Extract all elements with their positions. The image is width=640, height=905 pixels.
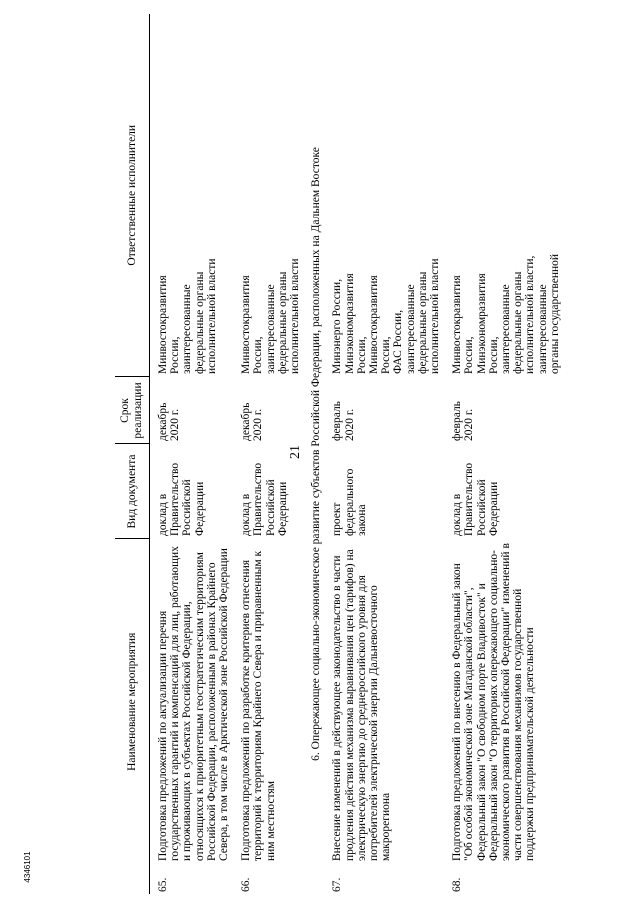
- responsible-line: исполнительной власти: [289, 258, 302, 374]
- responsible-line: заинтересованные: [264, 284, 277, 374]
- landscape-page: [115, 14, 565, 894]
- header-doc-type: Вид документа: [115, 444, 150, 539]
- row-number: 66.: [240, 877, 253, 892]
- responsible-line: органы государственной: [548, 253, 561, 374]
- row-name: Внесение изменений в действующее законодательство в части продления действия механизма выравнивания цен (тарифов) на электрическую энергию до среднероссийского уровня для потребителей электрической энергии Дальневосточного макрорегиона: [331, 549, 393, 861]
- responsible-line: России,: [355, 336, 368, 374]
- row-number: 65.: [157, 877, 169, 892]
- row-responsible: [444, 14, 564, 377]
- header-num: [115, 864, 150, 894]
- responsible-line: федеральные органы: [276, 271, 289, 374]
- row-responsible: [150, 14, 234, 377]
- header-responsible: Ответственные исполнители: [115, 14, 150, 377]
- row-doc-type: доклад в Правительство Российской Федерации: [157, 462, 206, 536]
- responsible-line: федеральные органы: [416, 271, 429, 374]
- row-doc-type: доклад в Правительство Российской Федерации: [240, 462, 289, 536]
- responsible-line: заинтересованные: [181, 284, 194, 374]
- row-responsible: [324, 14, 444, 377]
- row-number: 68.: [451, 877, 464, 892]
- responsible-line: Минвостокразвития: [240, 275, 253, 374]
- row-term: февраль 2020 г.: [451, 401, 476, 441]
- responsible-line: России,: [380, 336, 393, 374]
- responsible-line: исполнительной власти,: [524, 255, 537, 374]
- responsible-line: Минэкономразвития: [475, 273, 488, 374]
- responsible-line: заинтересованные: [500, 284, 513, 374]
- row-name: Подготовка предложений по внесению в Федеральный закон "Об особой экономической зоне Магаданской области", Федеральный закон "О свободном порте Владивосток" и Федеральный закон "О территориях опережающего социально-экономического развития в Российской Федерации" изменений в части совершенствования механизмов государственной поддержки предпринимательской деятельности: [451, 543, 537, 861]
- responsible-line: заинтересованные: [404, 284, 417, 374]
- responsible-line: исполнительной власти: [205, 258, 218, 374]
- responsible-line: федеральные органы: [512, 271, 525, 374]
- responsible-line: Минвостокразвития: [451, 275, 464, 374]
- row-term: декабрь 2020 г.: [157, 402, 182, 441]
- responsible-line: федеральные органы: [193, 271, 206, 374]
- document-id: 4346101: [23, 851, 32, 883]
- row-doc-type: проект федерального закона: [331, 468, 368, 536]
- responsible-line: России,: [487, 336, 500, 374]
- header-term: Срок реализации: [115, 377, 150, 444]
- responsible-line: Минэнерго России,: [331, 278, 344, 374]
- responsible-line: исполнительной власти: [429, 258, 442, 374]
- table-row: [150, 14, 234, 894]
- measures-table: [115, 14, 564, 894]
- row-name: Подготовка предложений по разработке критериев отнесения территорий к территориям Крайнего Севера и приравненным к ним местностям: [240, 550, 277, 861]
- row-number: 67.: [331, 877, 344, 892]
- page-number: 21: [288, 445, 303, 459]
- responsible-line: России,: [463, 336, 476, 374]
- responsible-line: Минвостокразвития: [157, 275, 169, 374]
- responsible-line: России,: [252, 336, 265, 374]
- responsible-line: заинтересованные: [536, 284, 549, 374]
- row-doc-type: доклад в Правительство Российской Федерации: [451, 462, 500, 536]
- table-header-row: [115, 14, 150, 894]
- section-heading: 6. Опережающее социально-экономическое развитие субъектов Российской Федерации, расположенных на Дальнем Востоке: [310, 147, 323, 761]
- table-row: [444, 14, 564, 894]
- row-term: декабрь 2020 г.: [240, 402, 265, 441]
- table-row: [233, 14, 304, 894]
- row-responsible: [233, 14, 304, 377]
- table-row: [324, 14, 444, 894]
- responsible-line: Минэкономразвития: [343, 273, 356, 374]
- row-name: Подготовка предложений по актуализации перечня государственных гарантий и компенсаций для лиц, работающих и проживающих в субъектах Российской Федерации, относящихся к приоритетным геостратегическим территориям Российской Федерации, расположенным в районах Крайнего Севера, в том числе в Арктической зоне Российской Федерации: [157, 546, 231, 861]
- responsible-line: ФАС России,: [392, 309, 405, 374]
- responsible-line: России,: [169, 336, 182, 374]
- responsible-line: Минвостокразвития: [368, 275, 381, 374]
- header-name: Наименование мероприятия: [115, 539, 150, 864]
- row-term: февраль 2020 г.: [331, 401, 356, 441]
- section-row: [304, 14, 324, 894]
